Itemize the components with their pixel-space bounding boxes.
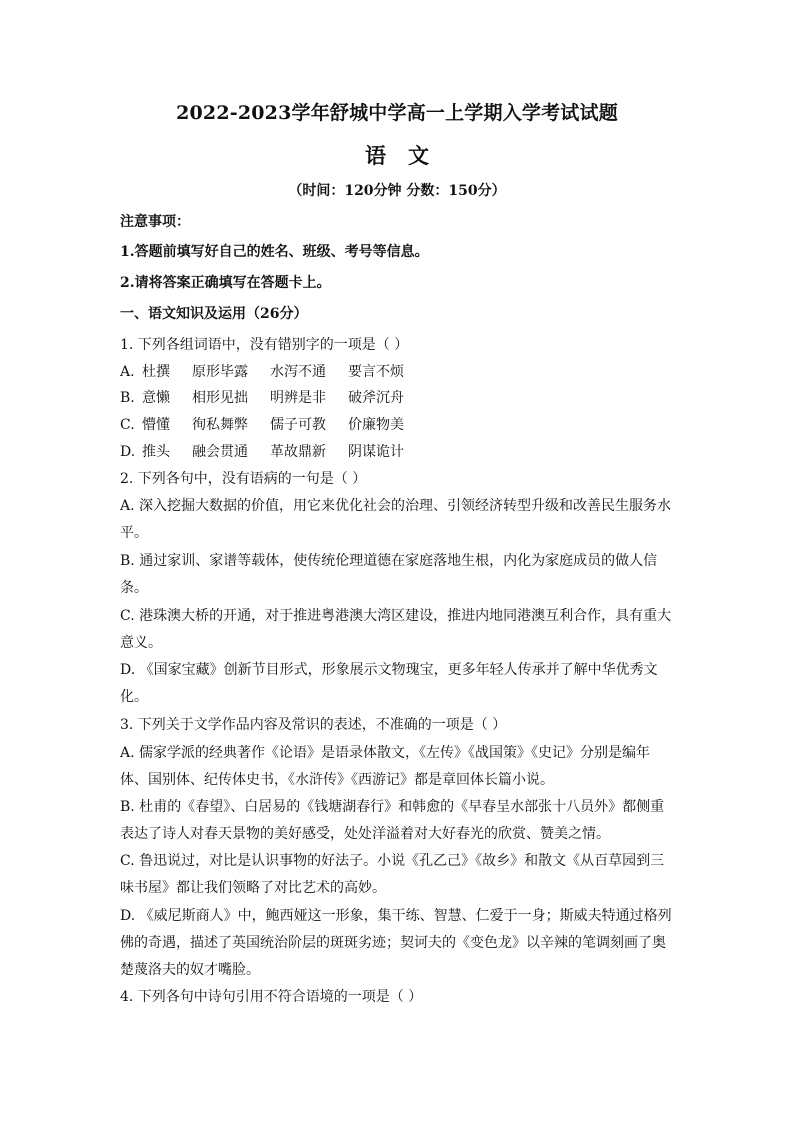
q1-option-a: A. 杜撰 原形毕露 水泻不通 要言不烦 — [120, 364, 404, 380]
section-heading-1: 一、语文知识及运用（26分） — [120, 306, 308, 322]
q2-line: B. 通过家训、家谱等载体，使传统伦理道德在家庭落地生根，内化为家庭成员的做人信 — [120, 553, 658, 569]
notice-item-2: 2.请将答案正确填写在答题卡上。 — [120, 275, 331, 291]
q3-line: C. 鲁迅说过，对比是认识事物的好法子。小说《孔乙己》《故乡》和散文《从百草园到三 — [120, 853, 665, 869]
q3-line: B. 杜甫的《春望》、白居易的《钱塘湖春行》和韩愈的《早春呈水部张十八员外》都侧重 — [120, 799, 665, 815]
subject-char-1: 语 — [365, 143, 386, 168]
notice-item-1: 1.答题前填写好自己的姓名、班级、考号等信息。 — [120, 244, 429, 260]
q2-line: A. 深入挖掘大数据的价值，用它来优化社会的治理、引领经济转型升级和改善民生服务水 — [120, 498, 672, 514]
q2-line: 条。 — [120, 580, 148, 596]
q3-stem: 3. 下列关于文学作品内容及常识的表述，不准确的一项是（ ） — [120, 717, 507, 733]
q2-line: D. 《国家宝藏》创新节目形式，形象展示文物瑰宝，更多年轻人传承并了解中华优秀文 — [120, 662, 658, 678]
q1-option-b: B. 意懒 相形见拙 明辨是非 破斧沉舟 — [120, 390, 404, 406]
q1-option-c: C. 懵懂 徇私舞弊 儒子可教 价廉物美 — [120, 417, 404, 433]
time-score-info: （时间：120分钟 分数：150分） — [288, 183, 506, 199]
q3-line: 体、国别体、纪传体史书，《水浒传》《西游记》都是章回体长篇小说。 — [120, 772, 554, 788]
exam-title: 2022-2023学年舒城中学高一上学期入学考试试题 — [176, 102, 618, 124]
q2-line: C. 港珠澳大桥的开通，对于推进粤港澳大湾区建设，推进内地同港澳互利合作，具有重大 — [120, 608, 672, 624]
q4-stem: 4. 下列各句中诗句引用不符合语境的一项是（ ） — [120, 989, 423, 1005]
q1-option-d: D. 推头 融会贯通 革故鼎新 阴谋诡计 — [120, 444, 404, 460]
q2-stem: 2. 下列各句中，没有语病的一句是（ ） — [120, 471, 367, 487]
q2-line: 化。 — [120, 689, 148, 705]
q1-stem: 1. 下列各组词语中，没有错别字的一项是（ ） — [120, 337, 409, 353]
q3-line: 楚蔑洛夫的奴才嘴脸。 — [120, 962, 260, 978]
q3-line: D. 《威尼斯商人》中，鲍西娅这一形象，集干练、智慧、仁爱于一身；斯威夫特通过格列 — [120, 908, 672, 924]
q3-line: 佛的奇遇，描述了英国统治阶层的斑斑劣迹；契诃夫的《变色龙》以辛辣的笔调刻画了奥 — [120, 935, 666, 951]
subject-char-2: 文 — [408, 143, 429, 168]
q2-line: 平。 — [120, 525, 148, 541]
q3-line: 表达了诗人对春天景物的美好感受，处处洋溢着对大好春光的欣赏、赞美之情。 — [120, 826, 610, 842]
subject-title — [0, 140, 794, 170]
q3-line: A. 儒家学派的经典著作《论语》是语录体散文，《左传》《战国策》《史记》分别是编年 — [120, 745, 651, 761]
q2-line: 意义。 — [120, 635, 162, 651]
notice-heading: 注意事项： — [120, 214, 190, 230]
q3-line: 味书屋》都让我们领略了对比艺术的高妙。 — [120, 880, 386, 896]
